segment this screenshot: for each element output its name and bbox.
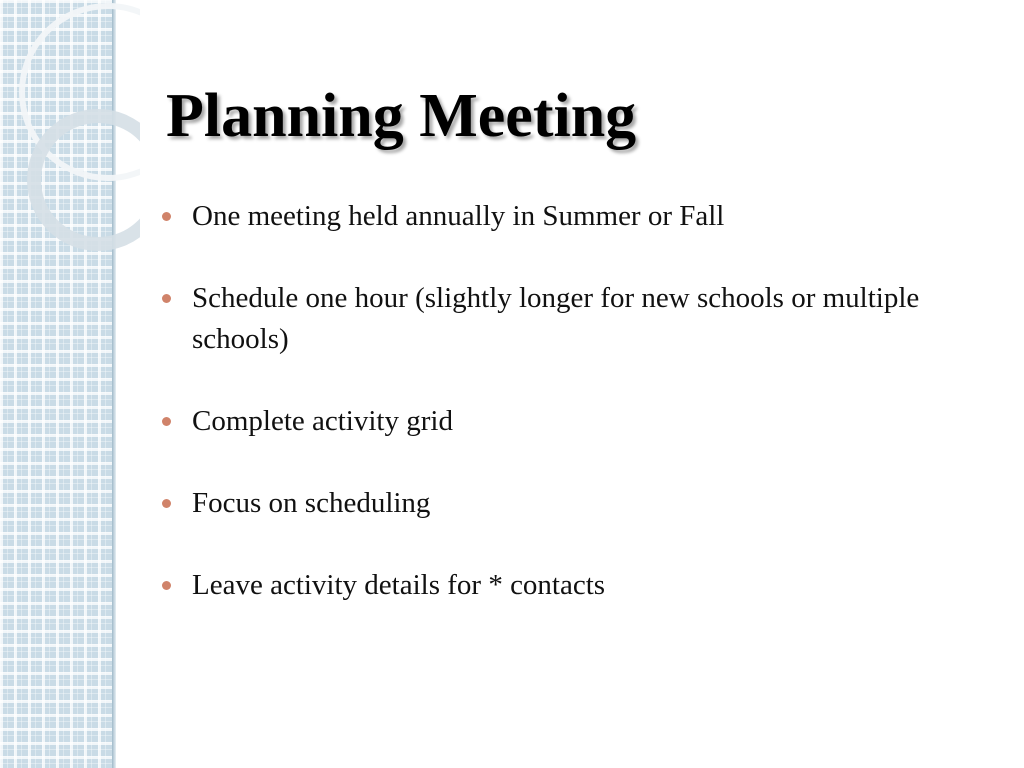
- bullet-item: [160, 196, 960, 237]
- slide-title: Planning Meeting: [166, 82, 637, 150]
- bullet-dot-icon: [162, 294, 171, 303]
- bullet-dot-icon: [162, 581, 171, 590]
- bullet-dot-icon: [162, 499, 171, 508]
- bullet-text: Leave activity details for * contacts: [192, 569, 606, 601]
- bullet-text: Schedule one hour (slightly longer for new schools or multiple schools): [192, 282, 920, 355]
- bullet-text: Complete activity grid: [192, 405, 453, 437]
- bullet-item: [160, 278, 960, 360]
- bullet-dot-icon: [162, 212, 171, 221]
- bullet-item: [160, 483, 960, 524]
- bullet-item: [160, 401, 960, 442]
- bullet-dot-icon: [162, 417, 171, 426]
- bullet-item: [160, 565, 960, 606]
- decorative-ring-small: [34, 116, 140, 244]
- bullet-list: [160, 196, 960, 647]
- decorative-rings: [0, 0, 140, 260]
- bullet-text: One meeting held annually in Summer or Fall: [192, 200, 725, 232]
- bullet-text: Focus on scheduling: [192, 487, 431, 519]
